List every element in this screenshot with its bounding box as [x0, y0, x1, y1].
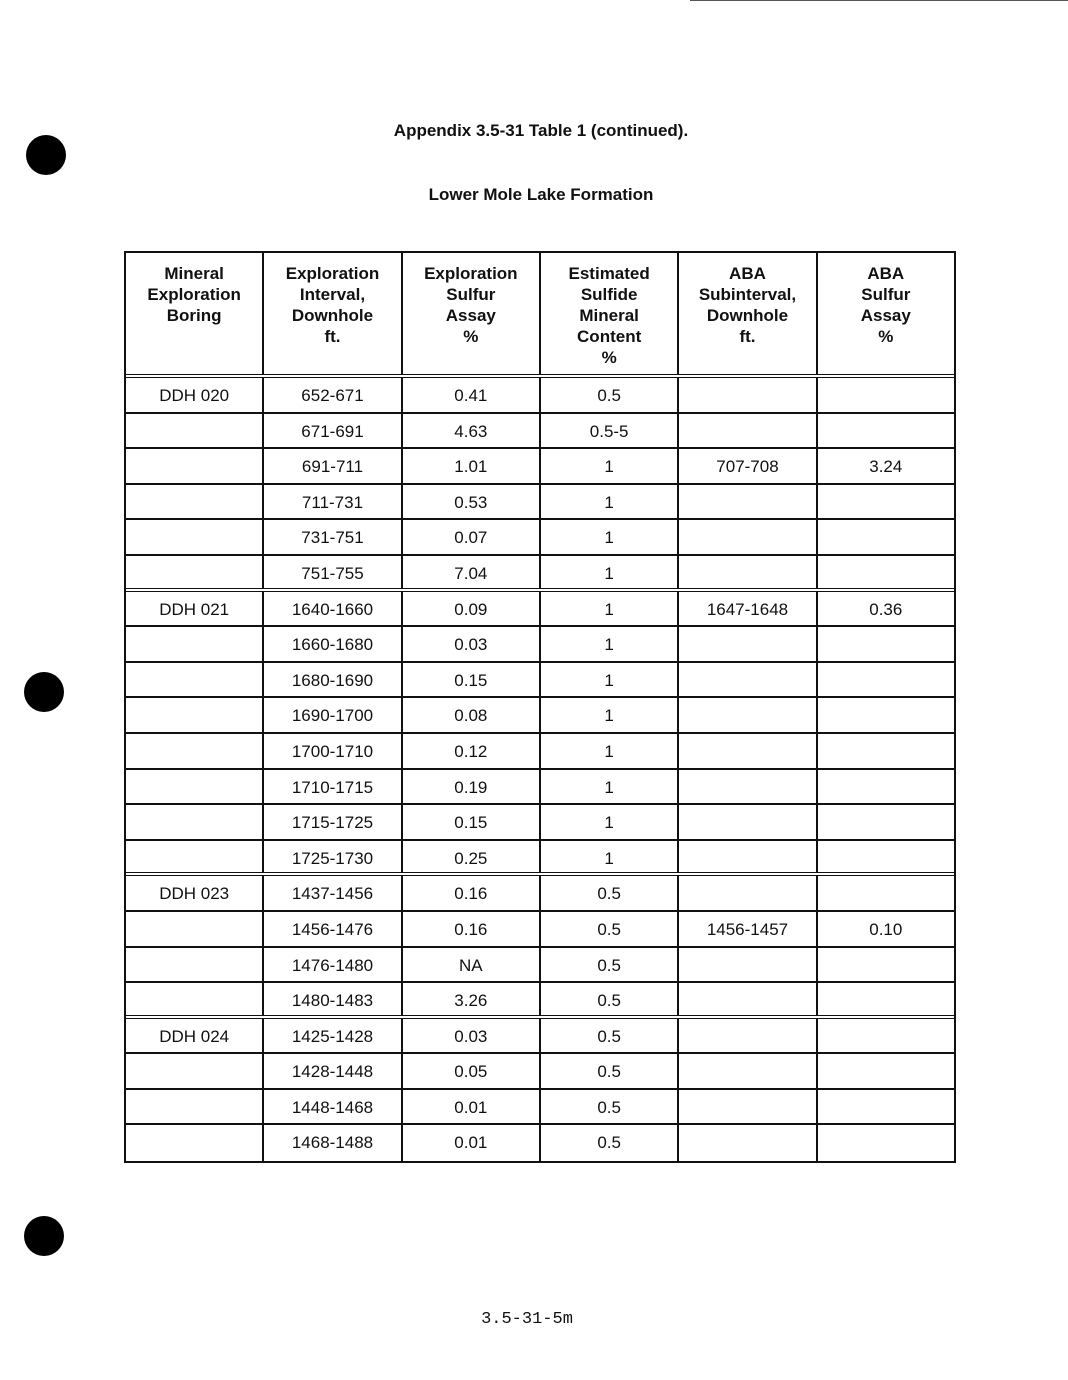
table-cell: 1 — [539, 698, 677, 732]
table-cell — [126, 734, 262, 768]
table-cell: 0.5 — [539, 876, 677, 910]
table-cell: DDH 023 — [159, 884, 230, 904]
table-cell — [816, 805, 954, 839]
table-cell: 1647-1648 — [677, 592, 815, 626]
table-cell: 1456-1457 — [677, 912, 815, 946]
table-cell: 1 — [539, 734, 677, 768]
table-cell — [126, 627, 262, 661]
column-header-line: % — [878, 327, 894, 346]
table-cell: 1428-1448 — [262, 1054, 400, 1088]
table-cell: 1 — [539, 663, 677, 697]
table-cell: 1 — [539, 449, 677, 483]
column-header — [262, 253, 400, 374]
table-cell: 0.05 — [401, 1054, 539, 1088]
table-cell — [126, 449, 262, 483]
column-header-line: Estimated — [568, 264, 650, 283]
table-cell — [816, 841, 954, 873]
table-cell — [816, 1019, 954, 1053]
table-cell — [816, 734, 954, 768]
table-cell: 0.03 — [401, 627, 539, 661]
table-cell — [677, 1019, 815, 1053]
table-row — [126, 449, 954, 485]
table-cell: 0.53 — [401, 485, 539, 519]
table-cell — [816, 948, 954, 982]
table-row — [126, 841, 954, 877]
table-cell: NA — [401, 948, 539, 982]
column-header-line: Subinterval, — [698, 285, 797, 304]
table-cell: 0.10 — [816, 912, 954, 946]
column-header-line: % — [463, 327, 479, 346]
table-cell — [816, 770, 954, 804]
table-body — [126, 378, 954, 1161]
table-cell: 0.15 — [401, 805, 539, 839]
column-header-line: Assay — [445, 306, 496, 325]
table-row — [126, 414, 954, 450]
column-header-line: Boring — [166, 306, 222, 325]
table-cell: 1 — [539, 485, 677, 519]
table-cell: 0.09 — [401, 592, 539, 626]
table-cell — [816, 1125, 954, 1161]
table-cell: 0.16 — [401, 876, 539, 910]
column-header-line: Downhole — [291, 306, 374, 325]
column-header-line: ABA — [867, 264, 905, 283]
column-header-line: ft. — [739, 327, 756, 346]
table-cell — [677, 805, 815, 839]
table-cell — [816, 520, 954, 554]
table-cell — [677, 770, 815, 804]
table-row — [126, 627, 954, 663]
table-cell: 0.19 — [401, 770, 539, 804]
table-row — [126, 378, 954, 414]
table-header — [126, 253, 954, 378]
table-row — [126, 912, 954, 948]
column-header-line: Assay — [860, 306, 911, 325]
column-header-line: Exploration — [147, 285, 241, 304]
table-cell — [816, 663, 954, 697]
table-cell: 1 — [539, 592, 677, 626]
table-cell — [677, 627, 815, 661]
column-header — [539, 253, 677, 374]
table-cell — [816, 876, 954, 910]
table-row — [126, 1054, 954, 1090]
column-header-line: Sulfur — [861, 285, 911, 304]
table-cell: 0.5 — [539, 983, 677, 1015]
table-cell — [677, 663, 815, 697]
column-header — [401, 253, 539, 374]
table-cell — [126, 1125, 262, 1161]
table-cell: 707-708 — [677, 449, 815, 483]
table-cell: 0.5 — [539, 912, 677, 946]
table-cell: 652-671 — [262, 378, 400, 412]
table-cell — [126, 1090, 262, 1124]
table-cell — [126, 1054, 262, 1088]
table-cell — [816, 1054, 954, 1088]
table-cell — [816, 698, 954, 732]
table-cell — [816, 627, 954, 661]
table-cell — [677, 1054, 815, 1088]
punch-hole — [26, 135, 66, 175]
column-header-line: % — [601, 348, 617, 367]
table-cell — [126, 805, 262, 839]
column-header — [816, 253, 954, 374]
table-cell: 1 — [539, 805, 677, 839]
table-cell — [677, 734, 815, 768]
table-cell — [126, 520, 262, 554]
table-cell: 1710-1715 — [262, 770, 400, 804]
column-header-line: Sulfur — [446, 285, 496, 304]
table-cell: 1690-1700 — [262, 698, 400, 732]
table-cell — [677, 983, 815, 1015]
table-row — [126, 770, 954, 806]
table-cell — [126, 663, 262, 697]
table-cell: 0.36 — [816, 592, 954, 626]
table-cell: 1476-1480 — [262, 948, 400, 982]
table-cell: 1448-1468 — [262, 1090, 400, 1124]
table-row — [126, 485, 954, 521]
table-cell: 1.01 — [401, 449, 539, 483]
table-cell: 1640-1660 — [262, 592, 400, 626]
table-cell: 0.08 — [401, 698, 539, 732]
table-cell: 1 — [539, 841, 677, 873]
table-cell: 0.01 — [401, 1090, 539, 1124]
table-cell — [126, 485, 262, 519]
table-cell — [126, 948, 262, 982]
table-cell — [677, 414, 815, 448]
table-row — [126, 734, 954, 770]
column-header-line: Content — [577, 327, 642, 346]
table-subtitle: Lower Mole Lake Formation — [428, 185, 654, 204]
table-cell — [816, 485, 954, 519]
table-row — [126, 663, 954, 699]
table-row — [126, 805, 954, 841]
table-cell: 0.12 — [401, 734, 539, 768]
table-cell: 1456-1476 — [262, 912, 400, 946]
table-row — [126, 876, 954, 912]
table-row — [126, 983, 954, 1019]
table-cell: 711-731 — [262, 485, 400, 519]
table-cell: 1468-1488 — [262, 1125, 400, 1161]
punch-hole — [24, 1216, 64, 1256]
table-cell — [126, 770, 262, 804]
table-cell: 1725-1730 — [262, 841, 400, 873]
table-cell — [677, 1125, 815, 1161]
table-cell: 1437-1456 — [262, 876, 400, 910]
punch-hole — [24, 672, 64, 712]
table-cell: 0.16 — [401, 912, 539, 946]
column-header-line: Exploration — [424, 264, 518, 283]
table-cell: 0.5 — [539, 1125, 677, 1161]
table-cell: 751-755 — [262, 556, 400, 588]
column-header-line: Exploration — [285, 264, 380, 283]
table-cell: 1680-1690 — [262, 663, 400, 697]
table-cell: 0.41 — [401, 378, 539, 412]
column-header-line: ABA — [729, 264, 766, 283]
table-cell — [677, 698, 815, 732]
table-cell — [816, 1090, 954, 1124]
table-row — [126, 698, 954, 734]
table-cell — [677, 556, 815, 588]
table-cell: 1 — [539, 556, 677, 588]
table-cell: 7.04 — [401, 556, 539, 588]
table-cell: 1 — [539, 770, 677, 804]
table-cell: DDH 021 — [159, 599, 230, 619]
table-cell — [816, 414, 954, 448]
scan-edge-line — [690, 0, 1068, 1]
table-cell: 0.5-5 — [539, 414, 677, 448]
table-cell: 0.5 — [539, 948, 677, 982]
table-row — [126, 948, 954, 984]
table-cell: 671-691 — [262, 414, 400, 448]
table-row — [126, 592, 954, 628]
column-header-line: ft. — [324, 327, 341, 346]
table-cell — [677, 876, 815, 910]
table-cell: 4.63 — [401, 414, 539, 448]
table-cell: 0.5 — [539, 1054, 677, 1088]
table-cell: 1715-1725 — [262, 805, 400, 839]
table-cell: 1 — [539, 627, 677, 661]
table-cell: 0.01 — [401, 1125, 539, 1161]
page-number: 3.5-31-5m — [481, 1310, 573, 1329]
table-cell — [677, 378, 815, 412]
column-header-line: Sulfide — [580, 285, 638, 304]
data-table — [124, 251, 956, 1163]
column-header-line: Interval, — [299, 285, 366, 304]
column-header-line: Mineral — [579, 306, 639, 325]
table-cell — [677, 520, 815, 554]
table-row — [126, 520, 954, 556]
table-cell: 1 — [539, 520, 677, 554]
table-cell: 691-711 — [262, 449, 400, 483]
table-cell: 0.25 — [401, 841, 539, 873]
table-row — [126, 1125, 954, 1161]
table-cell — [677, 1090, 815, 1124]
table-cell — [677, 841, 815, 873]
table-cell — [816, 378, 954, 412]
table-cell: 3.24 — [816, 449, 954, 483]
table-cell — [816, 556, 954, 588]
table-cell — [126, 414, 262, 448]
table-cell: DDH 020 — [159, 386, 230, 405]
table-cell: 0.5 — [539, 1090, 677, 1124]
column-header-line: Downhole — [706, 306, 789, 325]
table-cell — [126, 912, 262, 946]
table-cell: 0.15 — [401, 663, 539, 697]
table-cell: 0.5 — [539, 1019, 677, 1053]
table-cell — [677, 485, 815, 519]
table-cell — [677, 948, 815, 982]
column-header — [126, 253, 262, 374]
table-cell: 0.07 — [401, 520, 539, 554]
table-cell: DDH 024 — [159, 1026, 230, 1046]
table-row — [126, 556, 954, 592]
table-row — [126, 1090, 954, 1126]
table-cell: 0.5 — [539, 378, 677, 412]
table-cell — [816, 983, 954, 1015]
page-title: Appendix 3.5-31 Table 1 (continued). — [393, 121, 689, 140]
table-cell: 1700-1710 — [262, 734, 400, 768]
table-cell — [126, 841, 262, 873]
column-header-line: Mineral — [164, 264, 224, 283]
table-cell: 1425-1428 — [262, 1019, 400, 1053]
table-row — [126, 1019, 954, 1055]
table-cell: 3.26 — [401, 983, 539, 1015]
table-cell: 731-751 — [262, 520, 400, 554]
table-cell: 1660-1680 — [262, 627, 400, 661]
table-cell — [126, 983, 262, 1015]
table-cell: 1480-1483 — [262, 983, 400, 1015]
column-header — [677, 253, 815, 374]
table-cell: 0.03 — [401, 1019, 539, 1053]
table-cell — [126, 556, 262, 588]
table-cell — [126, 698, 262, 732]
